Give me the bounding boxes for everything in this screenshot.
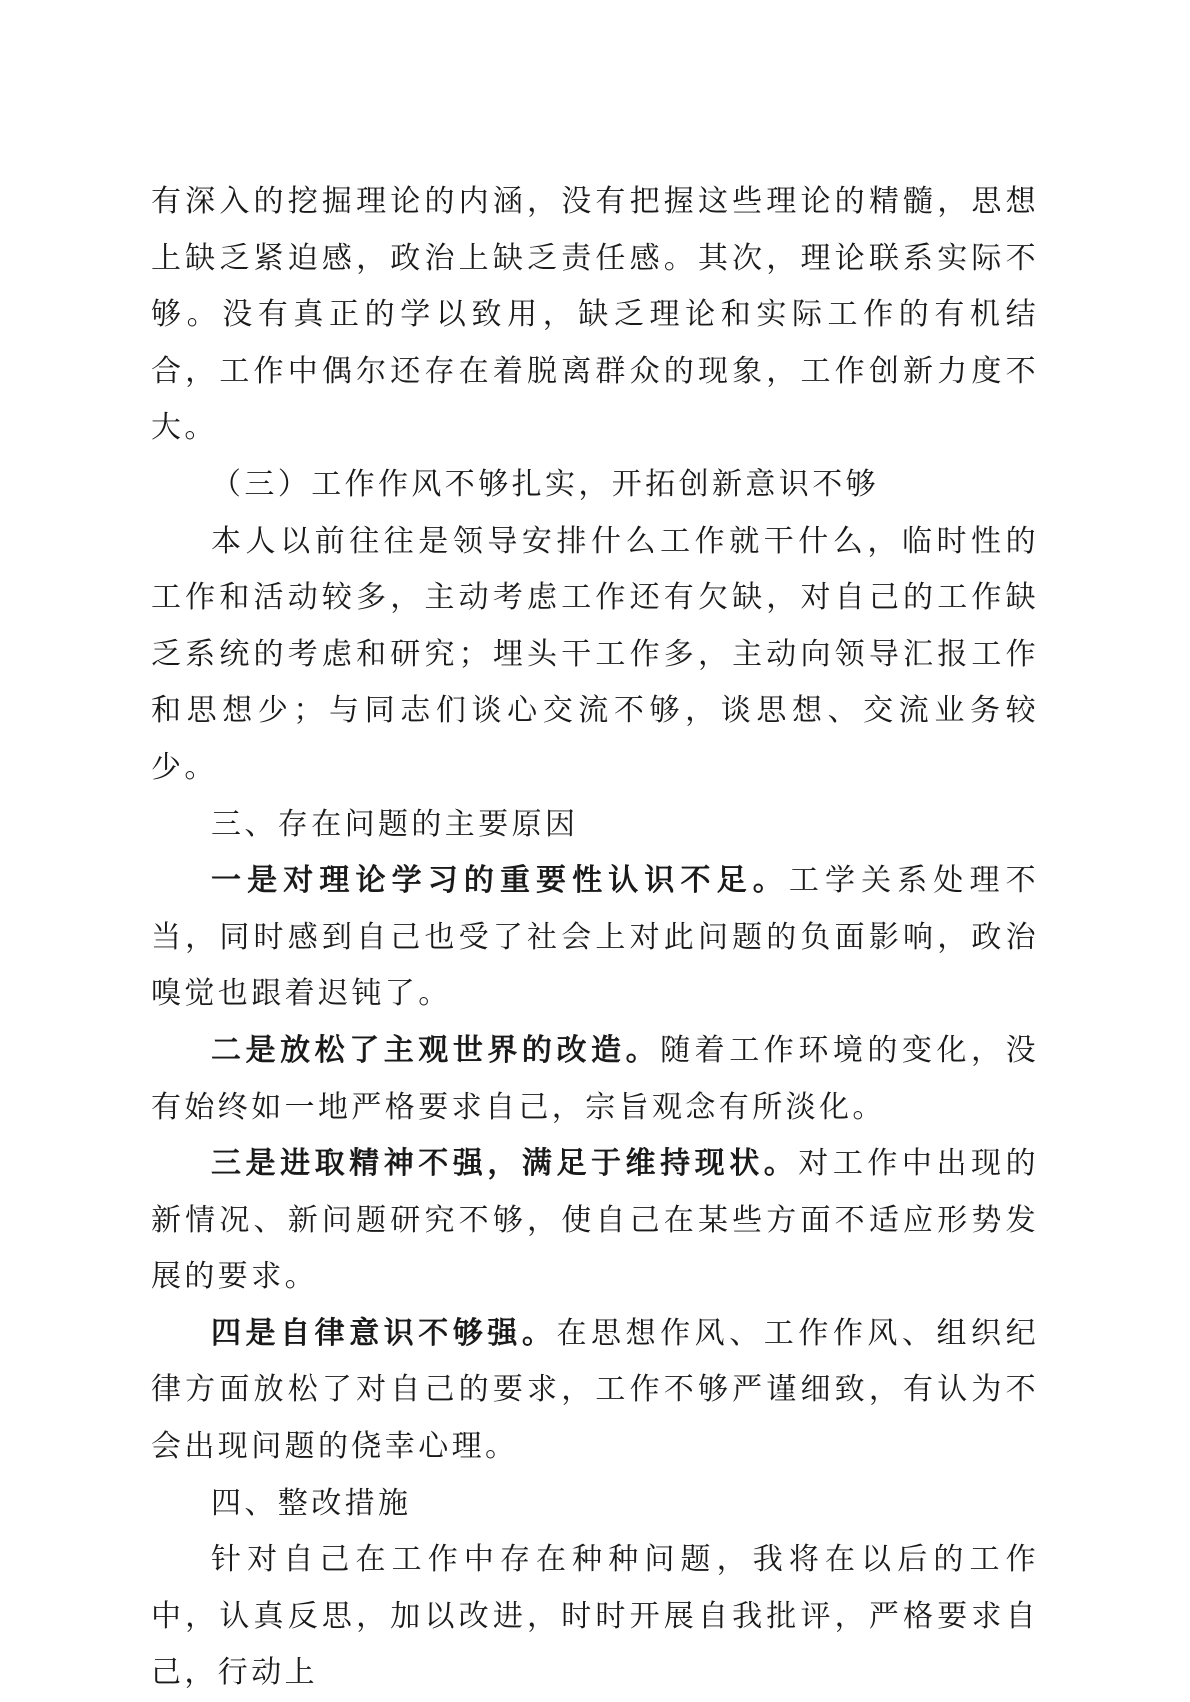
body-paragraph-measures: 针对自己在工作中存在种种问题，我将在以后的工作中，认真反思，加以改进，时时开展自我批评，严格要求自己，行动上 [151, 1542, 1039, 1691]
reason-paragraph-4 [151, 1306, 1039, 1476]
body-paragraph-continued: 有深入的挖掘理论的内涵，没有把握这些理论的精髓，思想上缺乏紧迫感，政治上缺乏责任感。其次，理论联系实际不够。没有真正的学以致用，缺乏理论和实际工作的有机结合，工作中偶尔还存在着脱离群众的现象，工作创新力度不大。 [151, 184, 1039, 446]
reason-body-1: 工学关系处理不当，同时感到自己也受了社会上对此问题的负面影响，政治嗅觉也跟着迟钝了。 [151, 863, 1039, 1012]
reason-paragraph-3 [151, 1136, 1039, 1306]
reason-lead-1: 一是对理论学习的重要性认识不足。 [211, 863, 789, 899]
reason-lead-3: 三是进取精神不强，满足于维持现状。 [211, 1146, 799, 1182]
reason-body-4: 在思想作风、工作作风、组织纪律方面放松了对自己的要求，工作不够严谨细致，有认为不会出现问题的侥幸心理。 [151, 1315, 1040, 1465]
reason-lead-4: 四是自律意识不够强。 [211, 1315, 557, 1351]
subsection-heading-3: （三）工作作风不够扎实，开拓创新意识不够 [211, 466, 879, 502]
reason-body-2: 随着工作环境的变化，没有始终如一地严格要求自己，宗旨观念有所淡化。 [151, 1032, 1039, 1125]
section-heading-measures: 四、整改措施 [211, 1485, 412, 1521]
reason-paragraph-1 [151, 853, 1039, 1023]
reason-paragraph-2 [151, 1023, 1039, 1136]
document-page [151, 174, 1039, 1702]
body-paragraph-work-style: 本人以前往往是领导安排什么工作就干什么，临时性的工作和活动较多，主动考虑工作还有欠缺，对自己的工作缺乏系统的考虑和研究；埋头干工作多，主动向领导汇报工作和思想少；与同志们谈心交流不够，谈思想、交流业务较少。 [151, 523, 1039, 785]
reason-lead-2: 二是放松了主观世界的改造。 [211, 1032, 661, 1068]
reason-body-3: 对工作中出现的新情况、新问题研究不够，使自己在某些方面不适应形势发展的要求。 [151, 1146, 1039, 1295]
section-heading-causes: 三、存在问题的主要原因 [211, 806, 579, 842]
